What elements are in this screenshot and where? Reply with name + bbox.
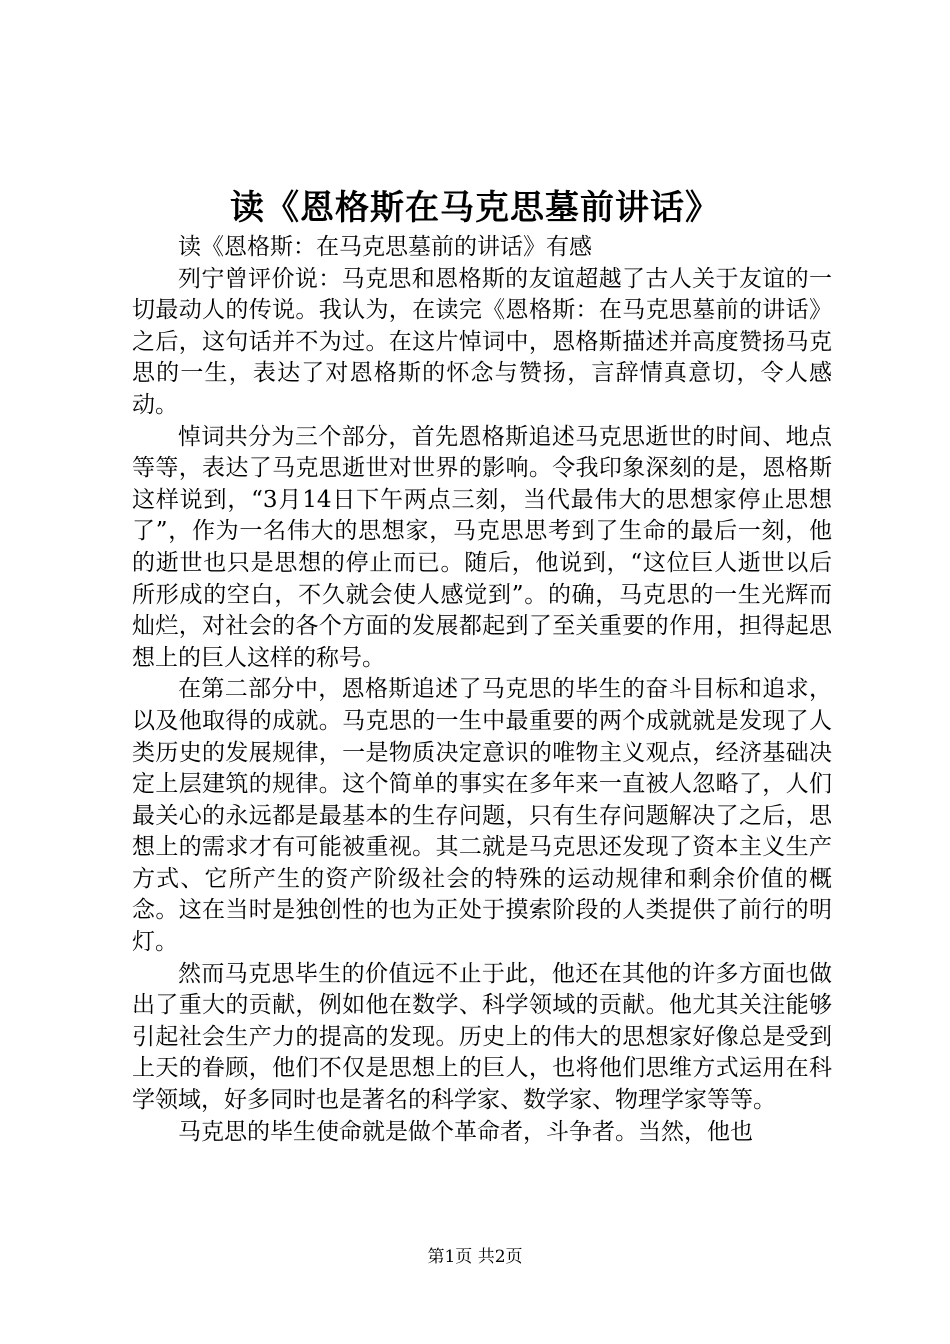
page-title: 读《恩格斯在马克思墓前讲话》: [230, 188, 720, 228]
paragraph: 马克思的毕生使命就是做个革命者，斗争者。当然，他也: [178, 1118, 753, 1145]
paragraph: 列宁曾评价说：马克思和恩格斯的友谊超越了古人关于友谊的一切最动人的传说。我认为，在读完《恩格斯：在马克思墓前的讲话》之后，这句话并不为过。在这片悼词中，恩格斯描述并高度赞扬马克思的一生，表达了对恩格斯的怀念与赞扬，言辞情真意切，令人感动。: [132, 265, 832, 418]
paragraph: 然而马克思毕生的价值远不止于此，他还在其他的许多方面也做出了重大的贡献，例如他在数学、科学领域的贡献。他尤其关注能够引起社会生产力的提高的发现。历史上的伟大的思想家好像总是受到上天的眷顾，他们不仅是思想上的巨人，也将他们思维方式运用在科学领域，好多同时也是著名的科学家、数学家、物理学家等等。: [132, 960, 832, 1114]
page-number: 第1页 共2页: [427, 1247, 523, 1267]
paragraph: 在第二部分中，恩格斯追述了马克思的毕生的奋斗目标和追求，以及他取得的成就。马克思的一生中最重要的两个成就就是发现了人类历史的发展规律，一是物质决定意识的唯物主义观点，经济基础决定上层建筑的规律。这个简单的事实在多年来一直被人忽略了，人们最关心的永远都是最基本的生存问题，只有生存问题解决了之后，思想上的需求才有可能被重视。其二就是马克思还发现了资本主义生产方式、它所产生的资产阶级社会的特殊的运动规律和剩余价值的概念。这在当时是独创性的也为正处于摸索阶段的人类提供了前行的明灯。: [132, 676, 832, 956]
document-subtitle: 读《恩格斯：在马克思墓前的讲话》有感: [178, 234, 592, 260]
document-body: [132, 232, 832, 1148]
paragraph: 悼词共分为三个部分，首先恩格斯追述马克思逝世的时间、地点等等，表达了马克思逝世对世界的影响。令我印象深刻的是，恩格斯这样说到，“3月14日下午两点三刻，当代最伟大的思想家停止思想了”，作为一名伟大的思想家，马克思思考到了生命的最后一刻，他的逝世也只是思想的停止而已。随后，他说到，“这位巨人逝世以后所形成的空白，不久就会使人感觉到”。的确，马克思的一生光辉而灿烂，对社会的各个方面的发展都起到了至关重要的作用，担得起思想上的巨人这样的称号。: [132, 423, 832, 671]
